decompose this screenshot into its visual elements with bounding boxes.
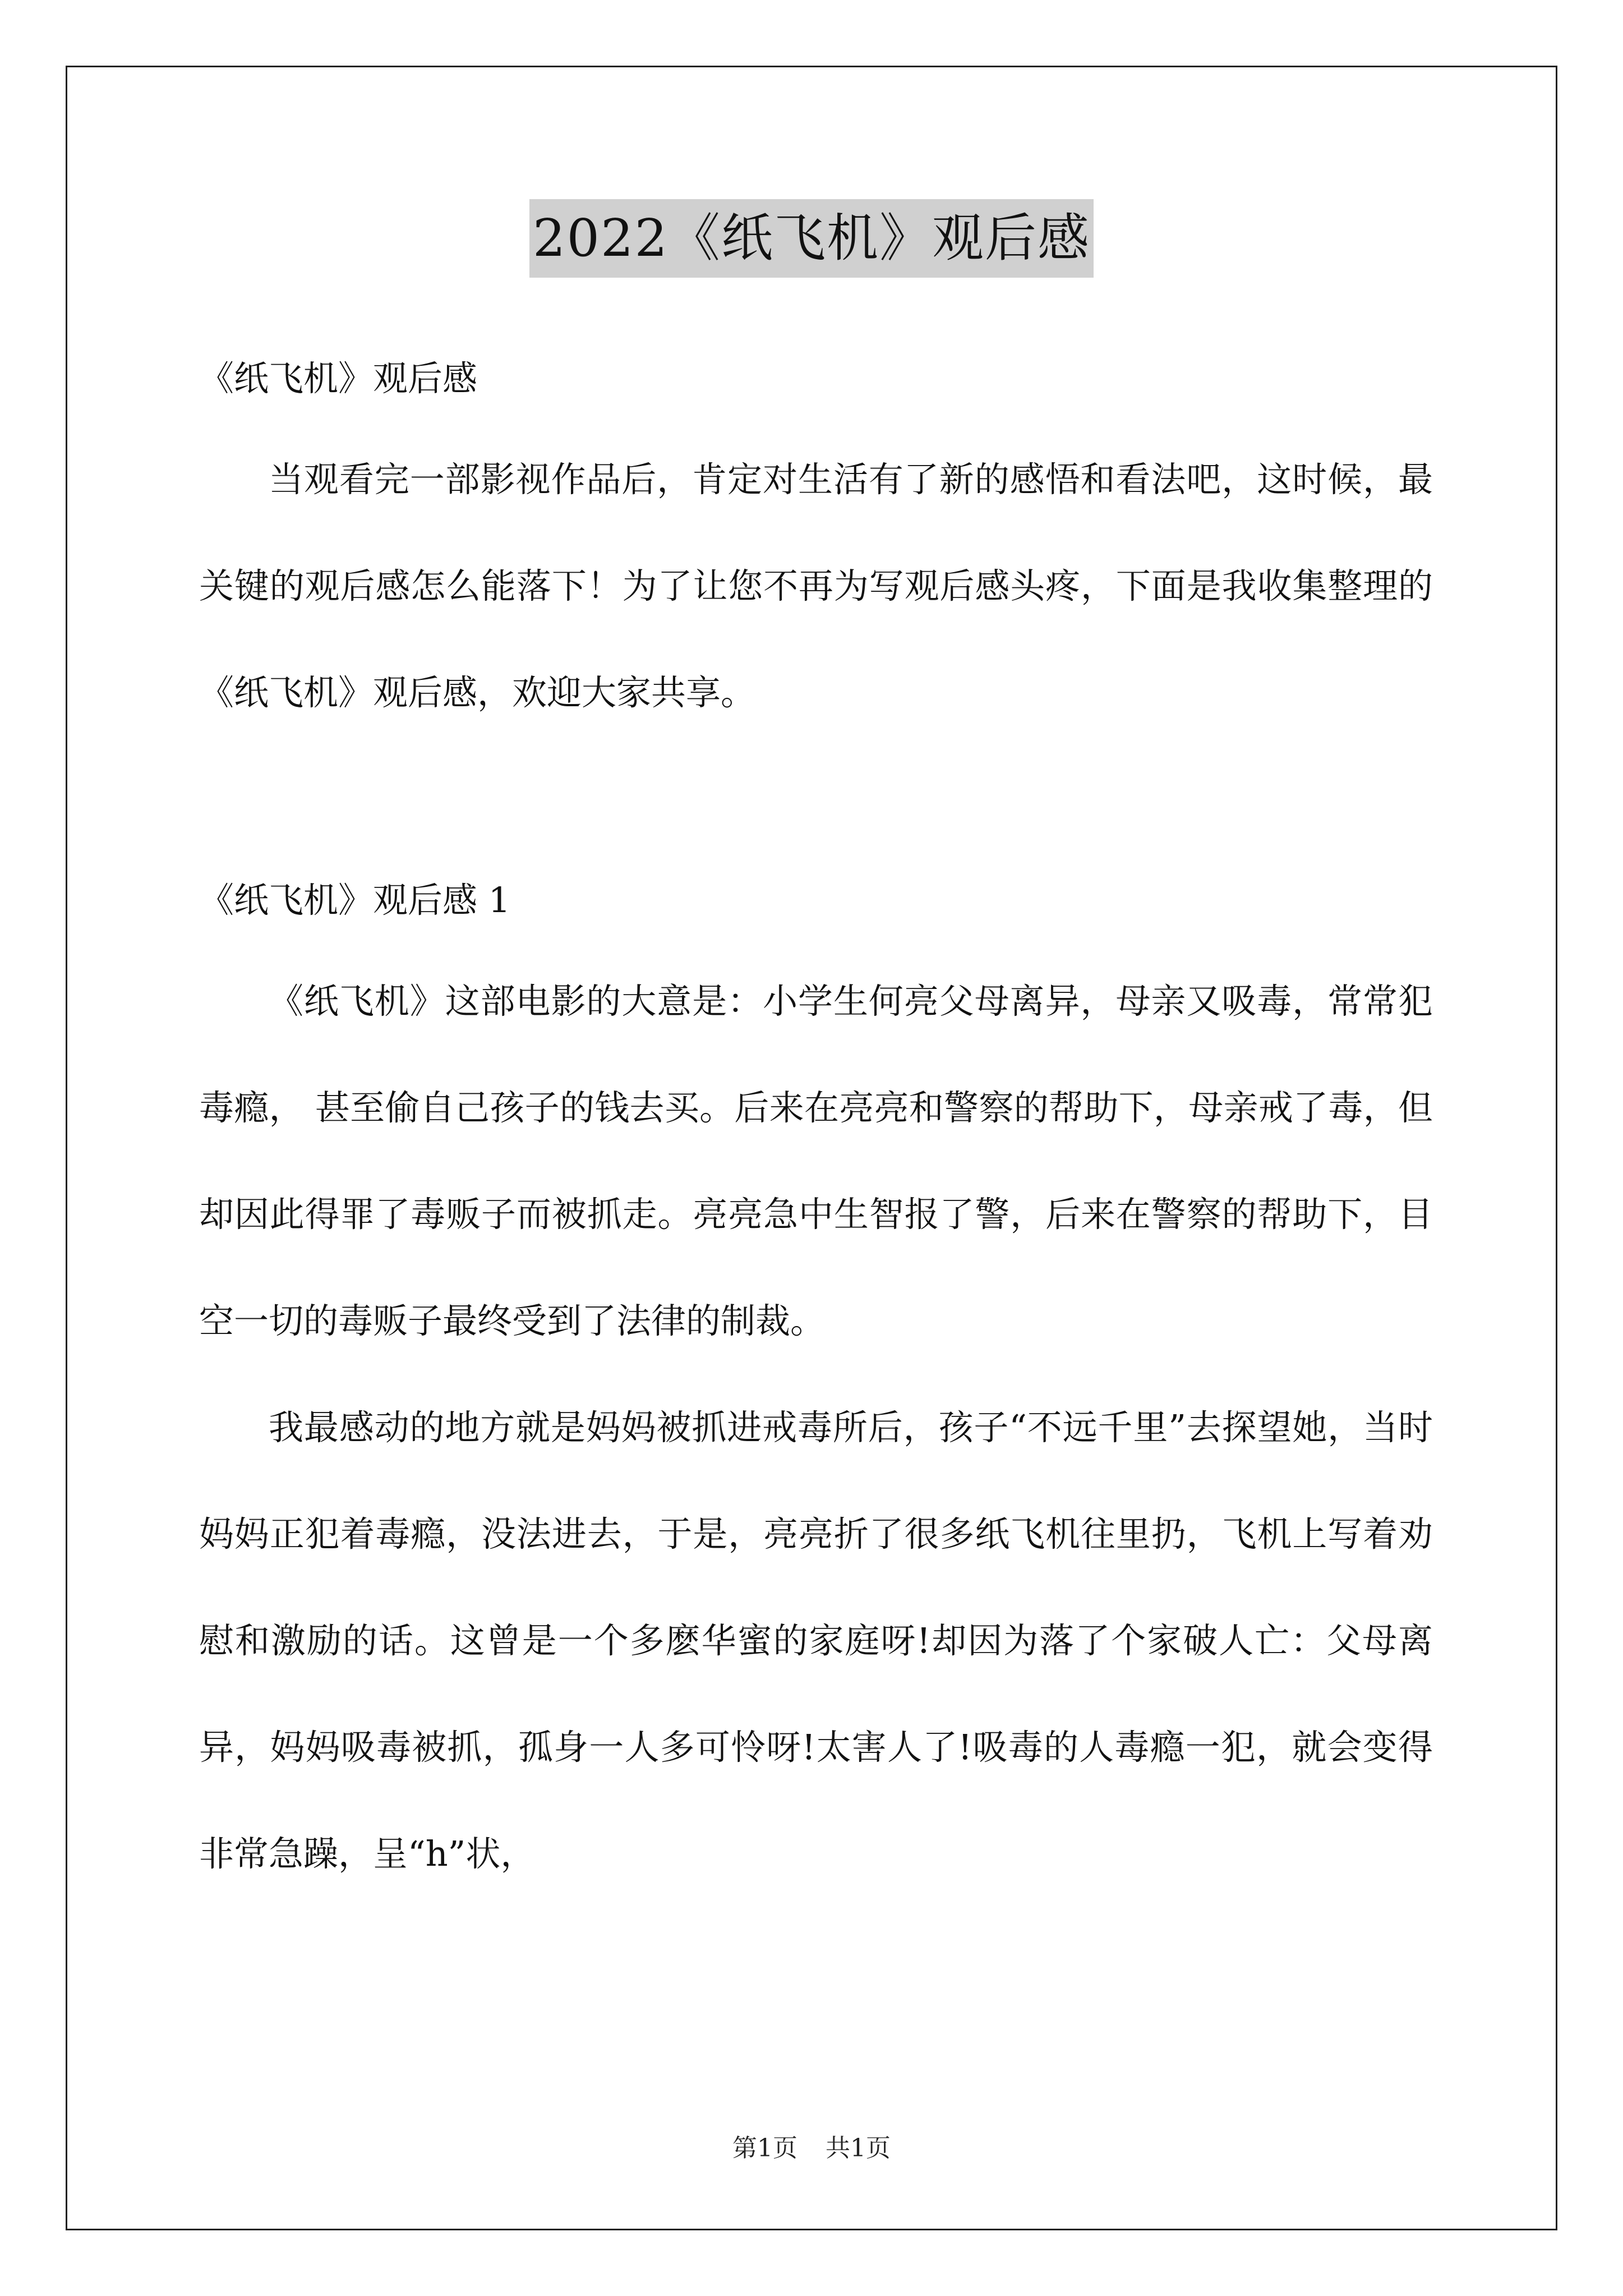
document-body	[199, 337, 1433, 1907]
intro-paragraph: 当观看完一部影视作品后，肯定对生活有了新的感悟和看法吧，这时候，最关键的观后感怎么能落下！为了让您不再为写观后感头疼，下面是我收集整理的《纸飞机》观后感，欢迎大家共享。	[199, 459, 1433, 713]
title-container	[0, 199, 1623, 278]
section1-heading: 《纸飞机》观后感 1	[199, 880, 511, 921]
section1-paragraph-2: 我最感动的地方就是妈妈被抓进戒毒所后，孩子“不远千里”去探望她，当时妈妈正犯着毒瘾，没法进去，于是，亮亮折了很多纸飞机往里扔，飞机上写着劝慰和激励的话。这曾是一个多麽华蜜的家庭呀!却因为落了个家破人亡：父母离异，妈妈吸毒被抓，孤身一人多可怜呀!太害人了!吸毒的人毒瘾一犯，就会变得非常急躁，呈“h”状，	[199, 1407, 1433, 1874]
page-number: 第1页	[732, 2134, 797, 2162]
document-title: 2022《纸飞机》观后感	[529, 199, 1094, 278]
section1-paragraph-1: 《纸飞机》这部电影的大意是：小学生何亮父母离异，母亲又吸毒，常常犯毒瘾， 甚至偷自己孩子的钱去买。后来在亮亮和警察的帮助下，母亲戒了毒，但却因此得罪了毒贩子而被抓走。亮亮急中生智报了警，后来在警察的帮助下，目空一切的毒贩子最终受到了法律的制裁。	[199, 981, 1433, 1341]
page-total: 共1页	[826, 2134, 891, 2162]
intro-heading: 《纸飞机》观后感	[199, 358, 478, 399]
page-footer	[0, 2132, 1623, 2165]
